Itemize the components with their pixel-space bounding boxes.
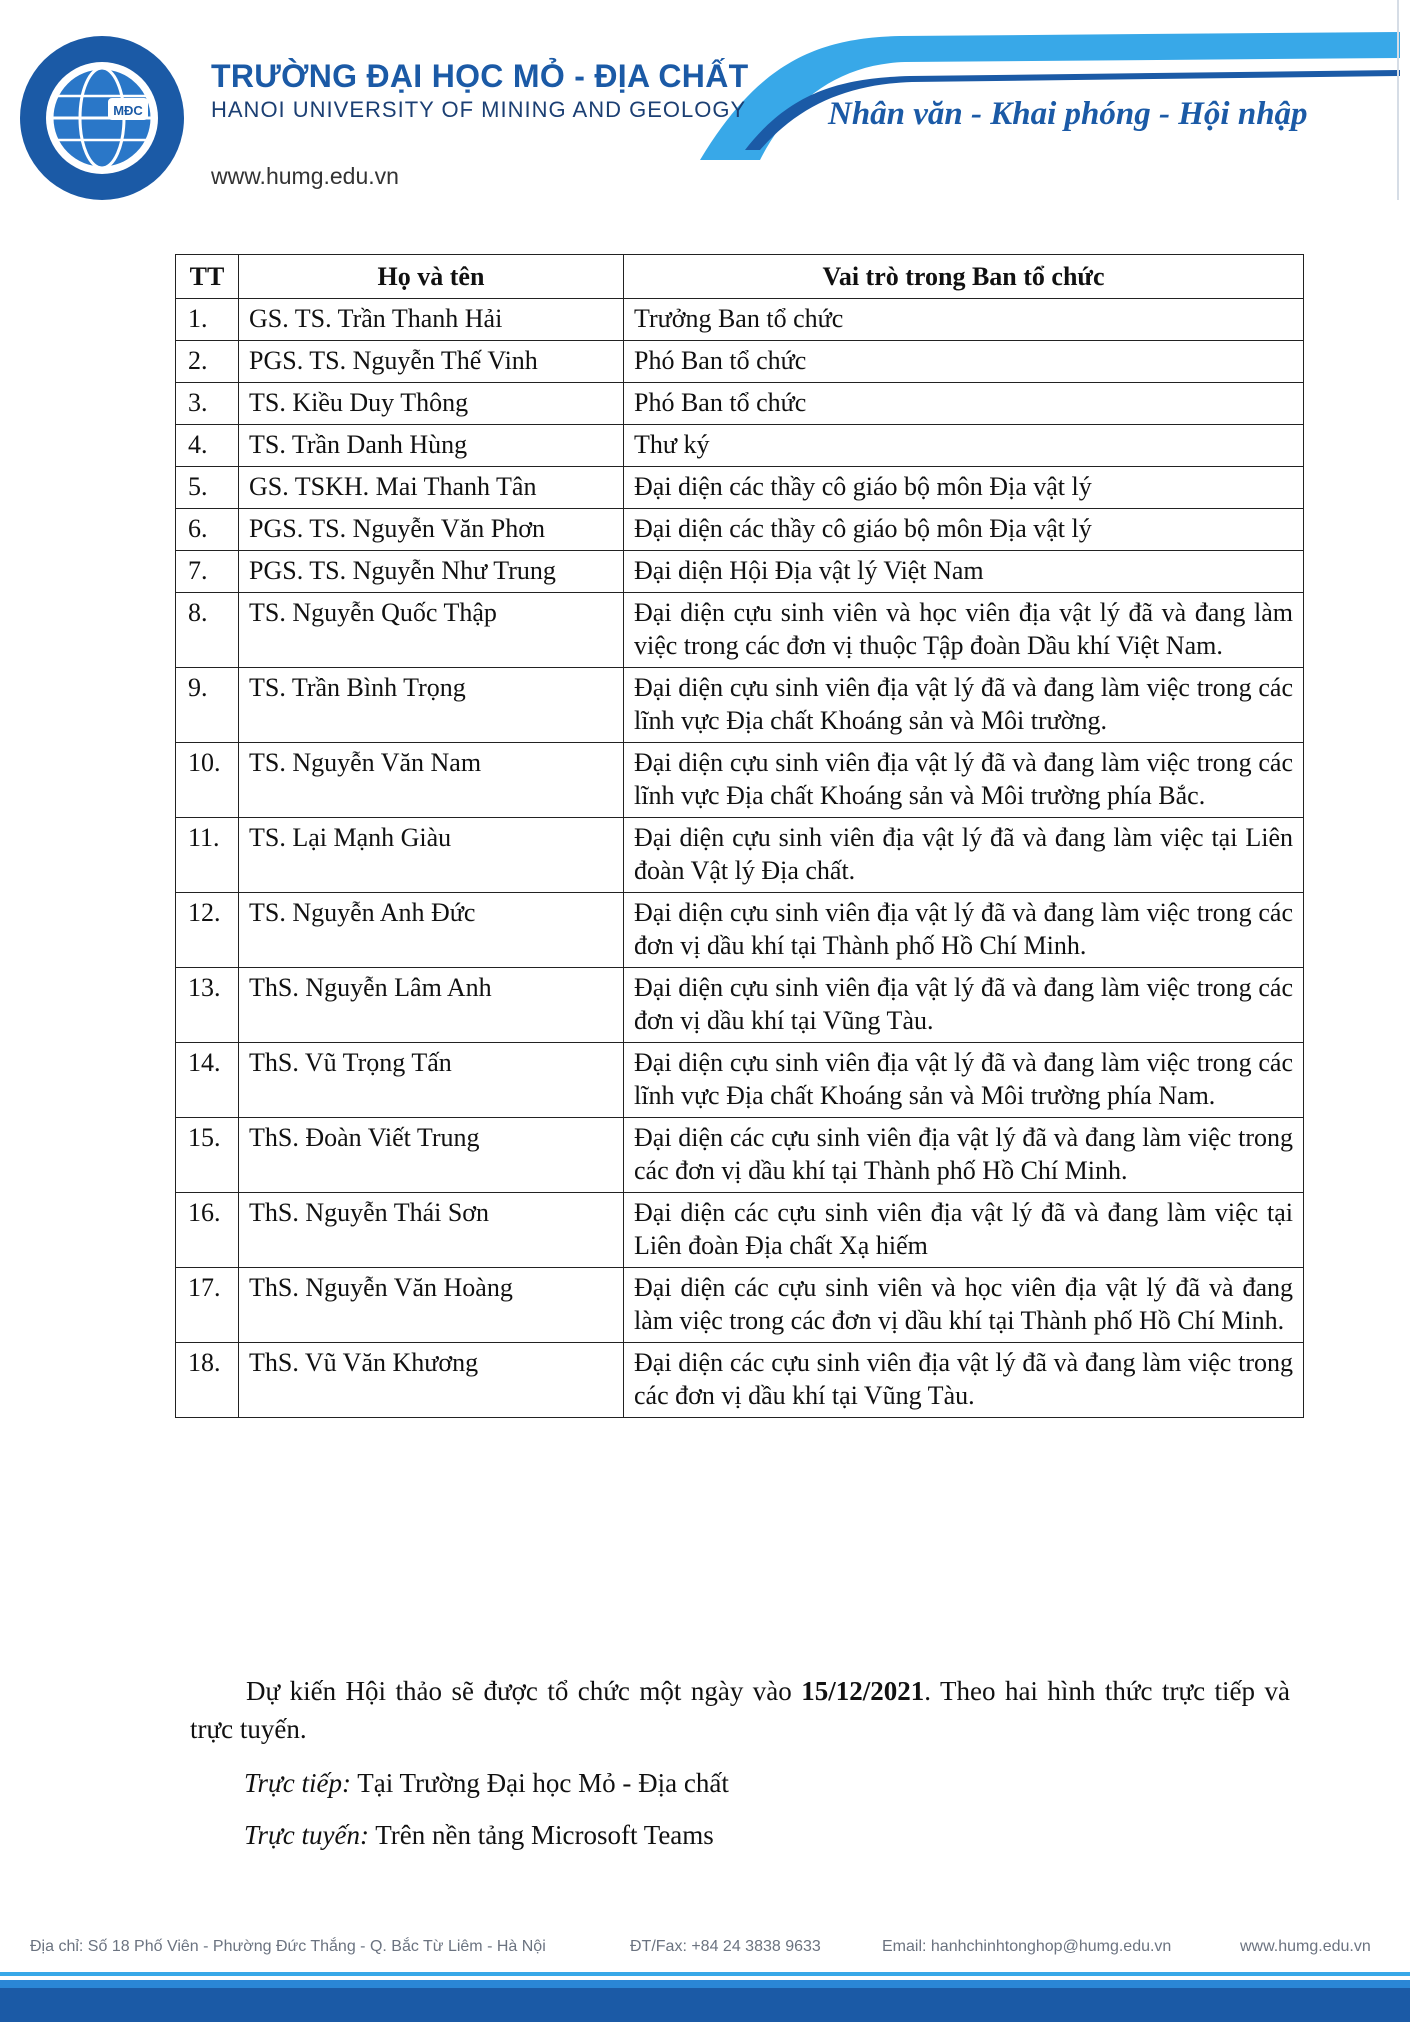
logo-text: MĐC bbox=[113, 103, 143, 118]
table-row bbox=[176, 818, 1304, 893]
member-role: Đại diện các thầy cô giáo bộ môn Địa vật lý bbox=[624, 509, 1304, 551]
member-role: Thư ký bbox=[624, 425, 1304, 467]
row-number: 9. bbox=[176, 668, 239, 743]
member-name: ThS. Nguyễn Thái Sơn bbox=[239, 1193, 624, 1268]
member-role: Đại diện các cựu sinh viên địa vật lý đã và đang làm việc trong các đơn vị dầu khí tại Thành phố Hồ Chí Minh. bbox=[624, 1118, 1304, 1193]
member-name: TS. Trần Bình Trọng bbox=[239, 668, 624, 743]
member-role: Phó Ban tổ chức bbox=[624, 383, 1304, 425]
table-row bbox=[176, 467, 1304, 509]
member-name: GS. TSKH. Mai Thanh Tân bbox=[239, 467, 624, 509]
member-name: PGS. TS. Nguyễn Văn Phơn bbox=[239, 509, 624, 551]
online-value: Trên nền tảng Microsoft Teams bbox=[368, 1820, 714, 1850]
letterhead bbox=[0, 0, 1410, 200]
member-name: GS. TS. Trần Thanh Hải bbox=[239, 299, 624, 341]
table-row bbox=[176, 593, 1304, 668]
event-paragraph bbox=[190, 1672, 1290, 1748]
footer-bar-graphic bbox=[0, 1972, 1410, 2022]
column-header-name: Họ và tên bbox=[239, 255, 624, 299]
row-number: 17. bbox=[176, 1268, 239, 1343]
member-role: Đại diện các cựu sinh viên và học viên địa vật lý đã và đang làm việc trong các đơn vị dầu khí tại Thành phố Hồ Chí Minh. bbox=[624, 1268, 1304, 1343]
member-name: ThS. Đoàn Viết Trung bbox=[239, 1118, 624, 1193]
para-text-after: . Theo hai hình thức trực tiếp và trực tuyến. bbox=[190, 1676, 1290, 1744]
row-number: 4. bbox=[176, 425, 239, 467]
member-role: Đại diện cựu sinh viên địa vật lý đã và đang làm việc trong các đơn vị dầu khí tại Vũng Tàu. bbox=[624, 968, 1304, 1043]
table-row bbox=[176, 1043, 1304, 1118]
member-role: Đại diện các cựu sinh viên địa vật lý đã và đang làm việc trong các đơn vị dầu khí tại Vũng Tàu. bbox=[624, 1343, 1304, 1418]
member-name: TS. Nguyễn Văn Nam bbox=[239, 743, 624, 818]
row-number: 12. bbox=[176, 893, 239, 968]
online-format-line bbox=[244, 1820, 714, 1851]
member-role: Đại diện cựu sinh viên địa vật lý đã và đang làm việc trong các lĩnh vực Địa chất Khoáng sản và Môi trường. bbox=[624, 668, 1304, 743]
table-row bbox=[176, 668, 1304, 743]
member-role: Đại diện các thầy cô giáo bộ môn Địa vật lý bbox=[624, 467, 1304, 509]
header-website: www.humg.edu.vn bbox=[211, 163, 399, 189]
table-body bbox=[176, 299, 1304, 1418]
row-number: 1. bbox=[176, 299, 239, 341]
row-number: 7. bbox=[176, 551, 239, 593]
footer-phone: ĐT/Fax: +84 24 3838 9633 bbox=[630, 1938, 821, 1955]
row-number: 6. bbox=[176, 509, 239, 551]
member-name: TS. Nguyễn Anh Đức bbox=[239, 893, 624, 968]
member-name: TS. Lại Mạnh Giàu bbox=[239, 818, 624, 893]
member-role: Đại diện Hội Địa vật lý Việt Nam bbox=[624, 551, 1304, 593]
row-number: 18. bbox=[176, 1343, 239, 1418]
member-name: ThS. Nguyễn Văn Hoàng bbox=[239, 1268, 624, 1343]
member-role: Đại diện cựu sinh viên địa vật lý đã và đang làm việc tại Liên đoàn Vật lý Địa chất. bbox=[624, 818, 1304, 893]
member-role: Đại diện cựu sinh viên địa vật lý đã và đang làm việc trong các lĩnh vực Địa chất Khoáng sản và Môi trường phía Nam. bbox=[624, 1043, 1304, 1118]
table-row bbox=[176, 341, 1304, 383]
table-row bbox=[176, 1118, 1304, 1193]
member-name: PGS. TS. Nguyễn Như Trung bbox=[239, 551, 624, 593]
university-name-en: HANOI UNIVERSITY OF MINING AND GEOLOGY bbox=[211, 97, 747, 122]
row-number: 16. bbox=[176, 1193, 239, 1268]
table-header-row bbox=[176, 255, 1304, 299]
member-name: ThS. Vũ Văn Khương bbox=[239, 1343, 624, 1418]
row-number: 3. bbox=[176, 383, 239, 425]
table-row bbox=[176, 551, 1304, 593]
table-row bbox=[176, 893, 1304, 968]
member-name: ThS. Vũ Trọng Tấn bbox=[239, 1043, 624, 1118]
footer-website: www.humg.edu.vn bbox=[1240, 1938, 1371, 1955]
table-row bbox=[176, 425, 1304, 467]
member-role: Đại diện cựu sinh viên địa vật lý đã và đang làm việc trong các lĩnh vực Địa chất Khoáng sản và Môi trường phía Bắc. bbox=[624, 743, 1304, 818]
row-number: 14. bbox=[176, 1043, 239, 1118]
table-row bbox=[176, 968, 1304, 1043]
table-row bbox=[176, 743, 1304, 818]
member-role: Đại diện cựu sinh viên địa vật lý đã và đang làm việc trong các đơn vị dầu khí tại Thành phố Hồ Chí Minh. bbox=[624, 893, 1304, 968]
row-number: 5. bbox=[176, 467, 239, 509]
table-row bbox=[176, 1193, 1304, 1268]
table-row bbox=[176, 1268, 1304, 1343]
row-number: 11. bbox=[176, 818, 239, 893]
member-role: Phó Ban tổ chức bbox=[624, 341, 1304, 383]
member-name: TS. Trần Danh Hùng bbox=[239, 425, 624, 467]
table-row bbox=[176, 509, 1304, 551]
table-row bbox=[176, 299, 1304, 341]
member-role: Trưởng Ban tổ chức bbox=[624, 299, 1304, 341]
row-number: 8. bbox=[176, 593, 239, 668]
member-name: TS. Kiều Duy Thông bbox=[239, 383, 624, 425]
organizing-committee-table bbox=[175, 254, 1304, 1418]
row-number: 15. bbox=[176, 1118, 239, 1193]
member-name: PGS. TS. Nguyễn Thế Vinh bbox=[239, 341, 624, 383]
row-number: 10. bbox=[176, 743, 239, 818]
direct-format-line bbox=[244, 1768, 729, 1799]
member-name: ThS. Nguyễn Lâm Anh bbox=[239, 968, 624, 1043]
event-date: 15/12/2021 bbox=[801, 1676, 925, 1706]
table-row bbox=[176, 1343, 1304, 1418]
row-number: 13. bbox=[176, 968, 239, 1043]
footer-address: Địa chỉ: Số 18 Phố Viên - Phường Đức Thắng - Q. Bắc Từ Liêm - Hà Nội bbox=[30, 1938, 546, 1955]
university-motto: Nhân văn - Khai phóng - Hội nhập bbox=[828, 96, 1308, 132]
footer-email: Email: hanhchinhtonghop@humg.edu.vn bbox=[882, 1938, 1172, 1955]
direct-label: Trực tiếp: bbox=[244, 1768, 351, 1798]
member-role: Đại diện cựu sinh viên và học viên địa vật lý đã và đang làm việc trong các đơn vị thuộc Tập đoàn Dầu khí Việt Nam. bbox=[624, 593, 1304, 668]
direct-value: Tại Trường Đại học Mỏ - Địa chất bbox=[350, 1768, 729, 1798]
column-header-tt: TT bbox=[176, 255, 239, 299]
university-name-vn: TRƯỜNG ĐẠI HỌC MỎ - ĐỊA CHẤT bbox=[211, 58, 749, 94]
para-text-before: Dự kiến Hội thảo sẽ được tổ chức một ngày vào bbox=[246, 1676, 802, 1706]
row-number: 2. bbox=[176, 341, 239, 383]
column-header-role: Vai trò trong Ban tổ chức bbox=[624, 255, 1304, 299]
member-name: TS. Nguyễn Quốc Thập bbox=[239, 593, 624, 668]
online-label: Trực tuyến: bbox=[244, 1820, 369, 1850]
member-role: Đại diện các cựu sinh viên địa vật lý đã và đang làm việc tại Liên đoàn Địa chất Xạ hiếm bbox=[624, 1193, 1304, 1268]
table-row bbox=[176, 383, 1304, 425]
university-logo bbox=[18, 34, 186, 202]
